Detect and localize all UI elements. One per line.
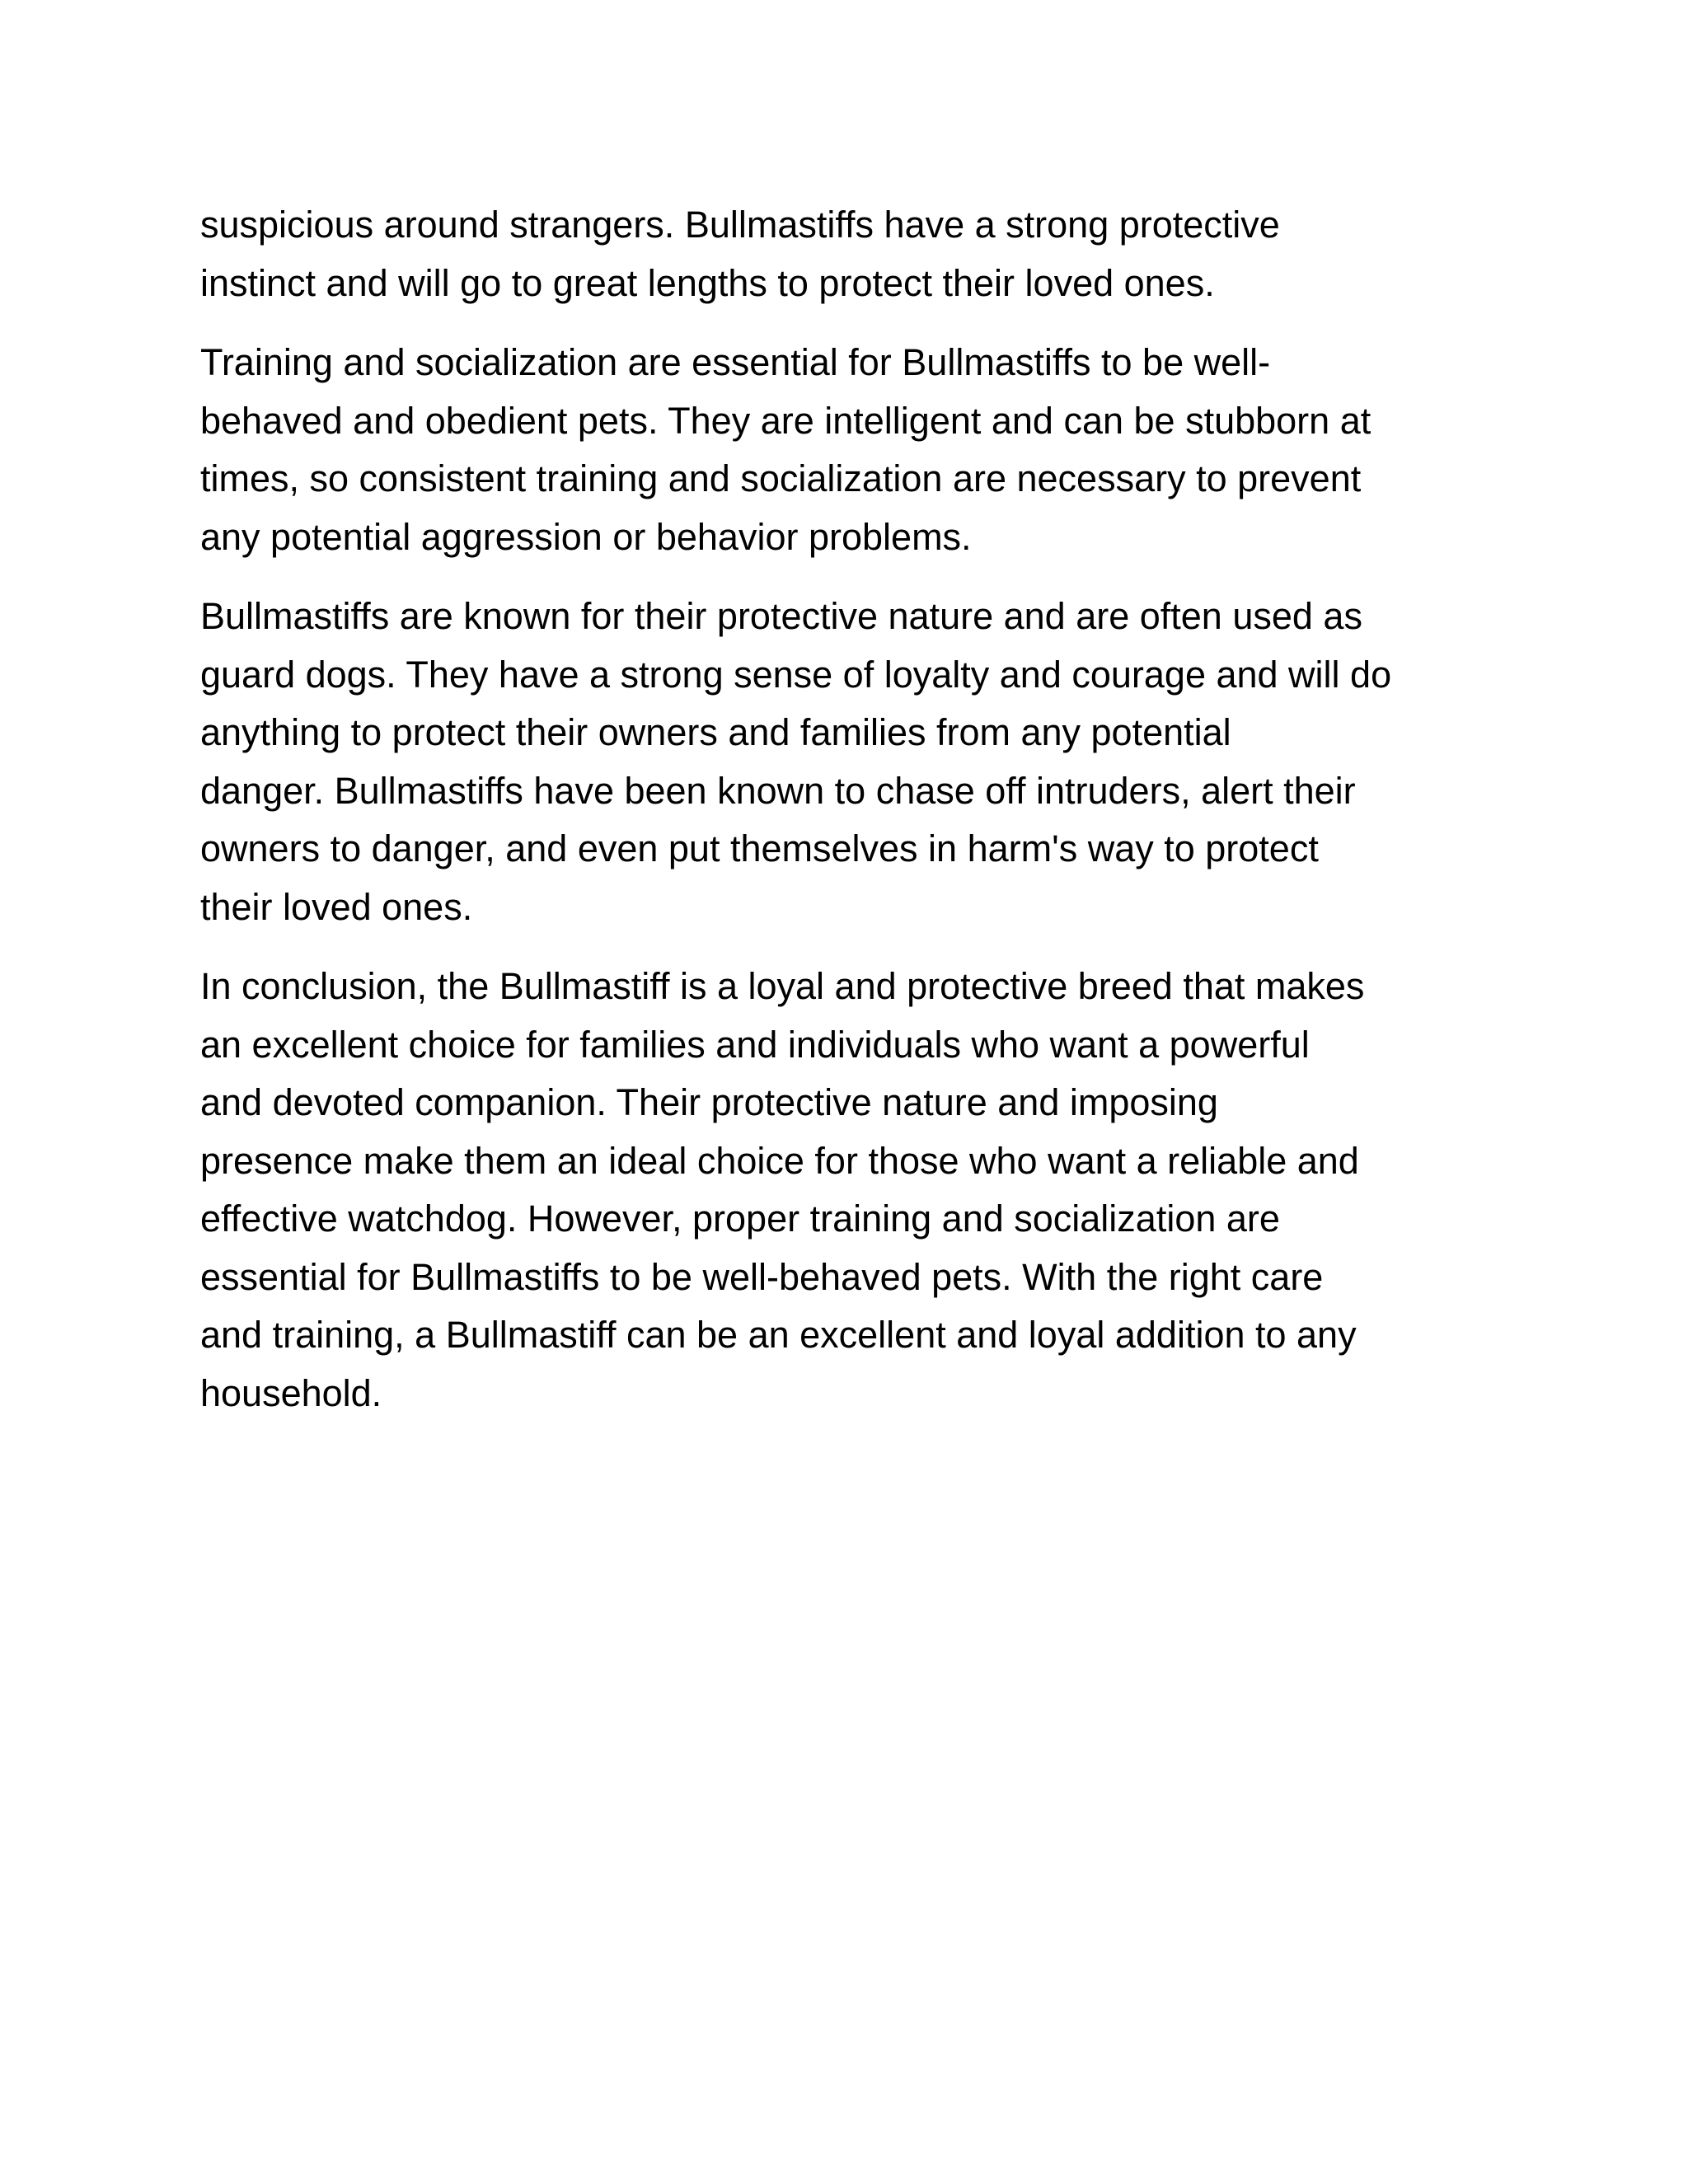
paragraph-line: and devoted companion. Their protective nature and imposing [200,1081,1218,1123]
paragraph-4 [200,958,1503,1422]
paragraph-line: Training and socialization are essential for Bullmastiffs to be well- [200,341,1271,383]
paragraph-1 [200,196,1503,312]
document-body [200,196,1503,1444]
paragraph-line: presence make them an ideal choice for those who want a reliable and [200,1139,1359,1182]
paragraph-line: essential for Bullmastiffs to be well-behaved pets. With the right care [200,1255,1324,1298]
paragraph-line: owners to danger, and even put themselves in harm's way to protect [200,827,1319,869]
paragraph-line: an excellent choice for families and individuals who want a powerful [200,1023,1310,1066]
paragraph-line: guard dogs. They have a strong sense of loyalty and courage and will do [200,653,1392,696]
paragraph-line: effective watchdog. However, proper training and socialization are [200,1197,1280,1240]
paragraph-line: In conclusion, the Bullmastiff is a loyal and protective breed that makes [200,965,1365,1007]
paragraph-line: behaved and obedient pets. They are intelligent and can be stubborn at [200,399,1372,442]
paragraph-line: and training, a Bullmastiff can be an excellent and loyal addition to any [200,1314,1357,1356]
paragraph-line: times, so consistent training and socialization are necessary to prevent [200,457,1362,499]
paragraph-line: Bullmastiffs are known for their protective nature and are often used as [200,595,1362,637]
paragraph-line: their loved ones. [200,885,473,928]
paragraph-line: suspicious around strangers. Bullmastiffs have a strong protective [200,204,1280,246]
paragraph-line: any potential aggression or behavior problems. [200,515,972,558]
paragraph-line: household. [200,1371,382,1414]
paragraph-line: danger. Bullmastiffs have been known to chase off intruders, alert their [200,769,1356,812]
paragraph-line: instinct and will go to great lengths to protect their loved ones. [200,261,1215,304]
paragraph-2 [200,334,1503,566]
paragraph-line: anything to protect their owners and families from any potential [200,711,1231,753]
paragraph-3 [200,588,1503,936]
